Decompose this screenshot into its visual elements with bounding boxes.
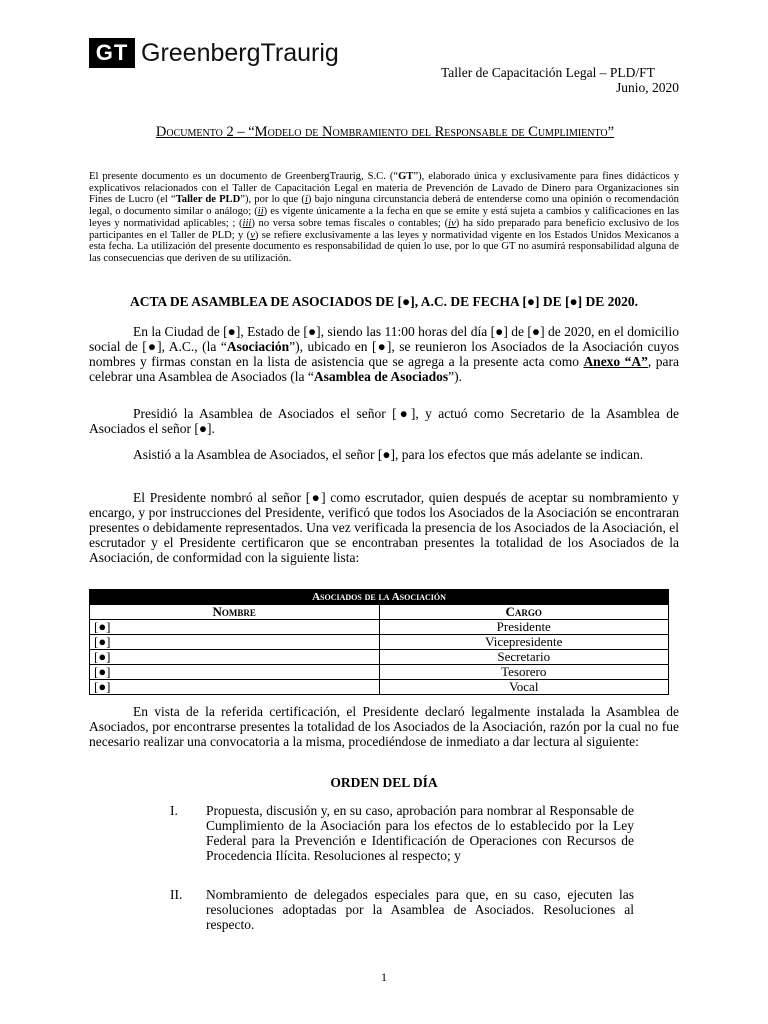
paragraph-presidency: Presidió la Asamblea de Asociados el señor [●], y actuó como Secretario de la Asamblea de Asociados el señor [●].	[89, 406, 679, 436]
disclaimer-roman-i: i	[304, 194, 308, 206]
disclaimer-roman-iii: iii	[242, 217, 252, 229]
orden-item	[170, 887, 634, 932]
table-row	[90, 620, 669, 635]
disclaimer-roman-iv: iv	[448, 217, 456, 229]
paragraph-text: , para celebrar una Asamblea de Asociados (la “	[89, 354, 680, 384]
document-header	[441, 65, 679, 95]
disclaimer-text: ) se refiere exclusivamente a las leyes y normatividad vigente en los Estados Unidos Mexicanos a esta fecha. La utilización del presente documento es responsabilidad de quien lo use, por lo que GT no asumirá responsabilidad alguna de las consecuencias que deriven de su utilización.	[89, 229, 679, 264]
document-title: Documento 2 – “Modelo de Nombramiento del Responsable de Cumplimiento”	[155, 124, 615, 140]
cell-nombre: [●]	[90, 635, 380, 650]
paragraph-text: En la Ciudad de [●], Estado de [●], siendo las 11:00 horas del día [●] de [●] de 2020, en el domicilio social de [●], A.C., (la “	[89, 324, 679, 354]
paragraph-scrutineer: El Presidente nombró al señor [●] como escrutador, quien después de aceptar su nombramiento y encargo, y por instrucciones del Presidente, verificó que todos los Asociados de la Asociación se encontraran presentes o debidamente representados. Una vez verificada la presencia de los Asociados de la Asociación, el escrutador y el Presidente certificaron que se encontraban presentes la totalidad de los Asociados de la Asociación, de conformidad con la siguiente lista:	[89, 490, 679, 565]
disclaimer-text: ) es vigente únicamente a la fecha en que se emite y está sujeta a cambios y calificaciones en las leyes y normatividad aplicables; ; (	[89, 206, 679, 229]
term-asamblea: Asamblea de Asociados	[313, 369, 449, 384]
cell-nombre: [●]	[90, 680, 380, 695]
column-header-cargo: Cargo	[379, 605, 669, 620]
cell-cargo: Vocal	[379, 680, 669, 695]
table-row	[90, 680, 669, 695]
document-date: Junio, 2020	[615, 80, 679, 95]
orden-item-number: I.	[170, 803, 178, 818]
cell-nombre: [●]	[90, 665, 380, 680]
disclaimer-text: ) ha sido preparado para beneficio exclusivo de los participantes en el Taller de PLD; y (	[89, 217, 680, 241]
disclaimer-taller: Taller de PLD	[175, 194, 241, 206]
column-header-nombre: Nombre	[90, 605, 380, 620]
cell-cargo: Presidente	[379, 620, 669, 635]
table-row	[90, 665, 669, 680]
paragraph-certification: En vista de la referida certificación, el Presidente declaró legalmente instalada la Asamblea de Asociados, por encontrarse presentes la totalidad de los Asociados de la Asociación, razón por la cual no fue necesario realizar una convocatoria a la misma, procediéndose de inmediato a dar lectura al siguiente:	[89, 704, 679, 749]
orden-item-text: Nombramiento de delegados especiales para que, en su caso, ejecuten las resoluciones adoptadas por la Asamblea de Asociados. Resoluciones al respecto.	[206, 887, 634, 932]
disclaimer-text: El presente documento es un documento de GreenbergTraurig, S.C. (“	[89, 171, 399, 182]
cell-nombre: [●]	[90, 650, 380, 665]
cell-cargo: Tesorero	[379, 665, 669, 680]
paragraph-attendance: Asistió a la Asamblea de Asociados, el señor [●], para los efectos que más adelante se indican.	[133, 447, 644, 462]
paragraph-opening	[89, 324, 679, 384]
table-title: Asociados de la Asociación	[90, 590, 669, 605]
cell-cargo: Vicepresidente	[379, 635, 669, 650]
disclaimer-gt: GT	[398, 171, 414, 182]
logo-mark: GT	[89, 38, 135, 68]
cell-cargo: Secretario	[379, 650, 669, 665]
table-row	[90, 635, 669, 650]
associates-table	[89, 589, 669, 695]
page-number: 1	[381, 970, 387, 984]
cell-nombre: [●]	[90, 620, 380, 635]
disclaimer-roman-ii: ii	[257, 206, 264, 218]
disclaimer-text: ) no versa sobre temas fiscales o contables; (	[251, 217, 449, 229]
course-name: Taller de Capacitación Legal – PLD/FT	[441, 65, 655, 80]
disclaimer-paragraph	[89, 171, 679, 265]
disclaimer-text: ”), elaborado única y exclusivamente para fines didácticos y explicativos relacionados con el Taller de Capacitación Legal en materia de Prevención de Lavado de Dinero para Organizaciones sin Fines de Lucro (el “	[89, 171, 679, 206]
orden-item-text: Propuesta, discusión y, en su caso, aprobación para nombrar al Responsable de Cumplimiento de la Asociación para los efectos de lo establecido por la Ley Federal para la Prevención e Identificación de Operaciones con Recursos de Procedencia Ilícita. Resoluciones al respecto; y	[206, 803, 634, 863]
orden-del-dia-title: ORDEN DEL DÍA	[330, 775, 438, 790]
term-anexo: Anexo “A”	[583, 354, 648, 369]
acta-title: ACTA DE ASAMBLEA DE ASOCIADOS DE [●], A.C. DE FECHA [●] DE [●] DE 2020.	[129, 294, 639, 309]
term-asociacion: Asociación	[226, 339, 290, 354]
paragraph-text: ”).	[448, 369, 463, 384]
disclaimer-text: ) bajo ninguna circunstancia deberá de entenderse como una opinión o recomendación legal, o documento similar o análogo; (	[89, 194, 679, 218]
table-row	[90, 650, 669, 665]
logo-name: GreenbergTraurig	[141, 38, 339, 67]
greenberg-traurig-logo	[89, 38, 339, 68]
paragraph-text: ”), ubicado en [●], se reunieron los Asociados de la Asociación cuyos nombres y firmas constan en la lista de asistencia que se agrega a la presente acta como	[89, 339, 679, 369]
disclaimer-roman-v: v	[250, 229, 255, 241]
orden-item-number: II.	[170, 887, 183, 902]
orden-item	[170, 803, 634, 863]
disclaimer-text: ”), por lo que (	[240, 194, 305, 206]
